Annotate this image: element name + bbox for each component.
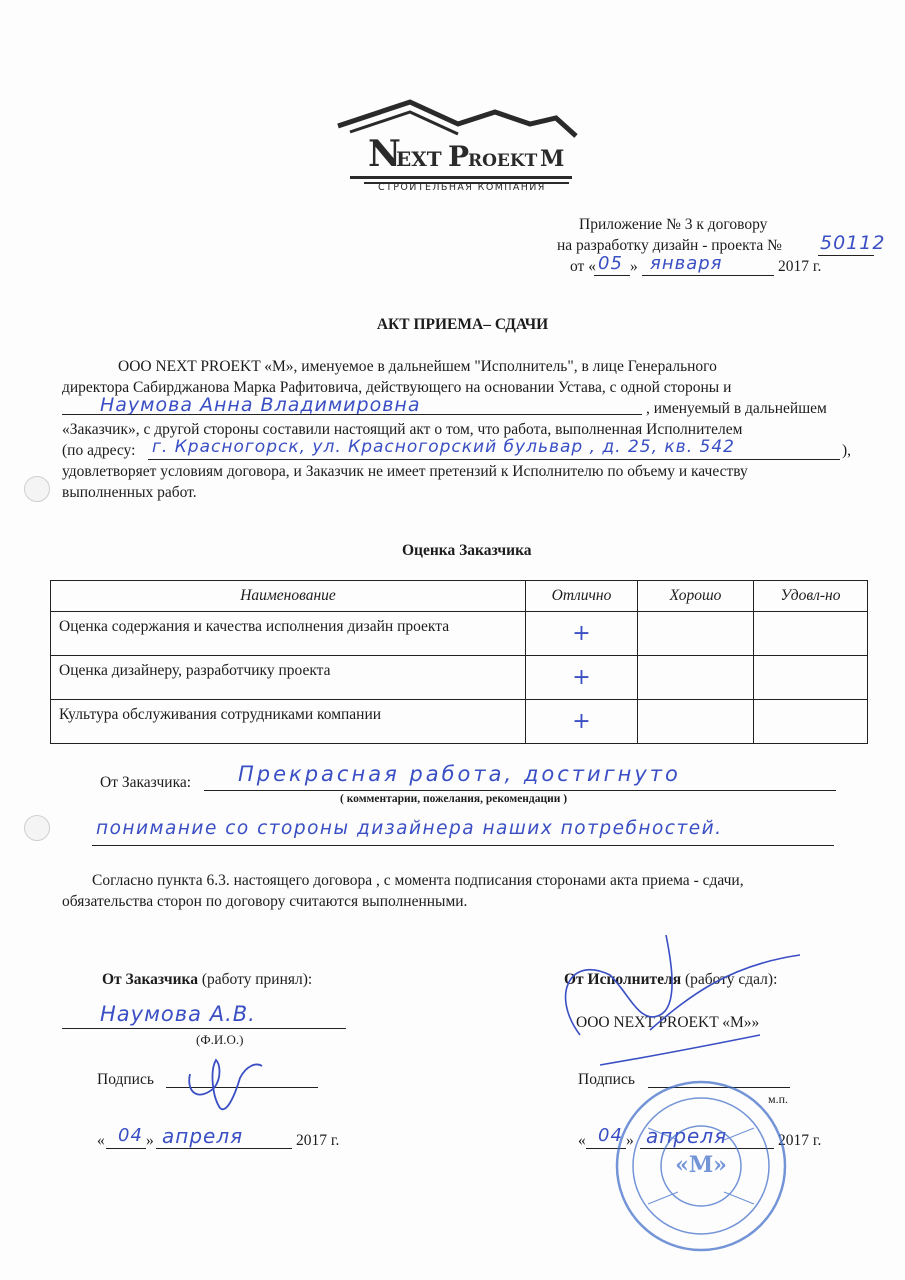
svg-text:ROEKT: ROEKT	[468, 151, 538, 171]
table-row	[51, 656, 868, 700]
body-line-5-prefix: (по адресу:	[62, 442, 136, 459]
contract-number: 50112	[820, 232, 886, 254]
date-close: »	[630, 258, 638, 275]
company-logo	[330, 96, 590, 201]
col-excellent-header: Отлично	[526, 581, 638, 612]
customer-sign-label: Подпись	[97, 1071, 154, 1088]
satisfactory-mark	[754, 656, 868, 700]
body-line-6: удовлетворяет условиям договора, и Заказчик не имеет претензий к Исполнителю по объему и качеству	[62, 463, 748, 480]
executor-signature	[540, 935, 840, 1085]
customer-heading-bold: От Заказчика	[102, 971, 198, 988]
customer-day-rule	[106, 1148, 146, 1149]
punch-hole	[24, 476, 50, 502]
customer-month-rule	[156, 1148, 292, 1149]
body-line-3-suffix: , именуемый в дальнейшем	[646, 400, 827, 417]
body-line-7: выполненных работ.	[62, 484, 197, 501]
good-mark	[638, 612, 754, 656]
body-line-1: ООО NEXT PROEKT «М», именуемое в дальнейшем "Исполнитель", в лице Генерального	[118, 358, 717, 375]
customer-signature	[176, 1048, 266, 1120]
feedback-label-text: От Заказчика:	[100, 774, 192, 791]
executor-company: ООО NEXT PROEKT «М»»	[576, 1014, 760, 1031]
customer-year: 2017 г.	[296, 1132, 340, 1149]
good-mark	[638, 700, 754, 744]
document-title: АКТ ПРИЕМА– СДАЧИ	[376, 316, 549, 333]
col-name-header: Наименование	[51, 581, 526, 612]
table-row	[51, 700, 868, 744]
excellent-mark: +	[526, 656, 638, 700]
appendix-year: 2017 г.	[778, 258, 822, 275]
body-line-2: директора Сабирджанова Марка Рафитовича, действующего на основании Устава, с одной стороны и	[62, 379, 732, 396]
executor-day: 04	[598, 1125, 623, 1146]
appendix-month: января	[650, 253, 723, 274]
satisfactory-mark	[754, 612, 868, 656]
customer-short-name: Наумова А.В.	[100, 1002, 256, 1026]
address-line	[148, 459, 840, 460]
customer-name-line	[62, 414, 642, 415]
executor-year: 2017 г.	[778, 1132, 822, 1149]
feedback-hint: ( комментарии, пожелания, рекомендации )	[340, 793, 568, 805]
excellent-mark: +	[526, 612, 638, 656]
excellent-mark: +	[526, 700, 638, 744]
date-open: от «	[570, 258, 596, 275]
executor-date-open: «	[578, 1132, 586, 1149]
fio-hint: (Ф.И.О.)	[196, 1032, 244, 1047]
row-name: Оценка содержания и качества исполнения дизайн проекта	[51, 612, 526, 656]
table-row	[51, 612, 868, 656]
appendix-day-line	[594, 275, 630, 276]
executor-sign-label: Подпись	[578, 1071, 635, 1088]
stamp-place: м.п.	[768, 1092, 789, 1106]
col-satisfactory-header: Удовл-но	[754, 581, 868, 612]
company-stamp	[608, 1076, 794, 1256]
punch-hole	[24, 815, 50, 841]
svg-text:P: P	[448, 140, 470, 173]
customer-date-open: «	[97, 1132, 105, 1149]
closing-line-2: обязательства сторон по договору считаются выполненными.	[62, 893, 468, 910]
feedback-line-1-rule	[204, 790, 836, 791]
customer-month: апреля	[162, 1124, 244, 1148]
customer-day: 04	[118, 1125, 143, 1146]
address-handwritten: г. Красногорск, ул. Красногорский бульвар , д. 25, кв. 542	[152, 437, 735, 457]
row-name: Культура обслуживания сотрудниками компании	[51, 700, 526, 744]
feedback-line-2-handwritten: понимание со стороны дизайнера наших потребностей.	[96, 818, 723, 839]
rating-heading: Оценка Заказчика	[402, 542, 532, 559]
svg-text:M: M	[540, 146, 565, 172]
executor-heading-rest: (работу сдал):	[681, 971, 778, 988]
body-line-5-suffix: ),	[842, 442, 852, 459]
logo-subtitle: СТРОИТЕЛЬНАЯ КОМПАНИЯ	[378, 182, 546, 193]
row-name: Оценка дизайнеру, разработчику проекта	[51, 656, 526, 700]
svg-text:N: N	[368, 133, 401, 175]
rating-table-header	[51, 581, 868, 612]
feedback-line-2-rule	[92, 845, 834, 846]
svg-text:«M»: «M»	[675, 1152, 727, 1178]
rating-table	[50, 580, 868, 744]
good-mark	[638, 656, 754, 700]
appendix-line-2: на разработку дизайн - проекта №	[557, 237, 782, 254]
body-line-4: «Заказчик», с другой стороны составили настоящий акт о том, что работа, выполненная Исполнителем	[62, 421, 743, 438]
closing-line-1: Согласно пункта 6.3. настоящего договора , с момента подписания сторонами акта приема - сдачи,	[92, 872, 744, 889]
satisfactory-mark	[754, 700, 868, 744]
customer-name-handwritten: Наумова Анна Владимировна	[100, 394, 421, 416]
customer-heading	[102, 970, 312, 990]
executor-date-close: »	[626, 1132, 634, 1149]
customer-heading-rest: (работу принял):	[197, 971, 313, 988]
appendix-line-1: Приложение № 3 к договору	[579, 216, 768, 233]
executor-month: апреля	[646, 1124, 728, 1148]
appendix-month-line	[642, 275, 774, 276]
appendix-day: 05	[598, 253, 623, 274]
feedback-label	[100, 773, 191, 793]
col-good-header: Хорошо	[638, 581, 754, 612]
customer-name-rule	[62, 1028, 346, 1029]
svg-text:EXT: EXT	[396, 147, 442, 171]
feedback-line-1-handwritten: Прекрасная работа, достигнуто	[238, 762, 681, 786]
customer-date-close: »	[146, 1132, 154, 1149]
executor-heading-bold: От Исполнителя	[564, 971, 682, 988]
contract-number-line	[818, 255, 874, 256]
